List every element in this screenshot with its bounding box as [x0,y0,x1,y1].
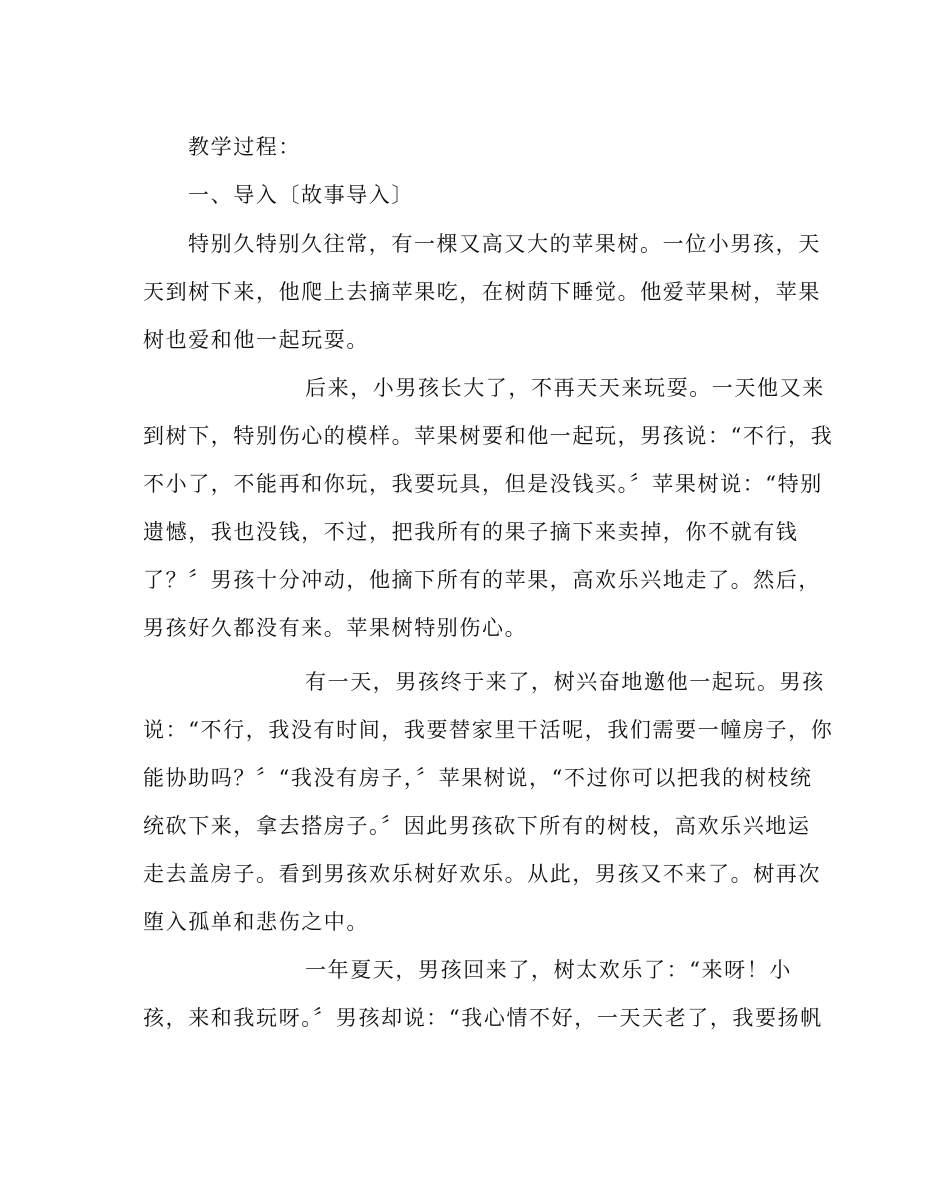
paragraph-line: 统砍下来，拿去搭房子。〞因此男孩砍下所有的树枝，高欢乐兴地运 [143,814,811,838]
paragraph-line: 天到树下来，他爬上去摘苹果吃，在树荫下睡觉。他爱苹果树，苹果 [143,280,821,304]
paragraph-line: 遗憾，我也没钱，不过，把我所有的果子摘下来卖掉，你不就有钱 [143,520,799,544]
paragraph-line: 能协助吗？〞“我没有房子，〞苹果树说，“不过你可以把我的树枝统 [143,766,813,790]
paragraph-line: 说：“不行，我没有时间，我要替家里干活呢，我们需要一幢房子，你 [143,718,834,742]
paragraph-line: 孩，来和我玩呀。〞男孩却说：“我心情不好，一天天老了，我要扬帆 [143,1006,823,1030]
paragraph-line: 有一天，男孩终于来了，树兴奋地邀他一起玩。男孩 [305,670,825,694]
paragraph-line: 特别久特别久往常，有一棵又高又大的苹果树。一位小男孩，天 [188,232,821,256]
paragraph-line: 男孩好久都没有来。苹果树特别伤心。 [143,616,528,640]
paragraph-line: 树也爱和他一起玩耍。 [143,328,369,352]
paragraph-line: 不小了，不能再和你玩，我要玩具，但是没钱买。〞苹果树说：“特别 [143,472,823,496]
section-heading-teaching-process: 教学过程： [188,135,301,159]
paragraph-line: 到树下，特别伤心的模样。苹果树要和他一起玩，男孩说：“不行，我 [143,424,834,448]
section-heading-introduction: 一、导入〔故事导入〕 [188,183,414,207]
paragraph-line: 后来，小男孩长大了，不再天天来玩耍。一天他又来 [305,376,825,400]
paragraph-line: 了？〞男孩十分冲动，他摘下所有的苹果，高欢乐兴地走了。然后， [143,568,821,592]
paragraph-line: 走去盖房子。看到男孩欢乐树好欢乐。从此，男孩又不来了。树再次 [143,862,821,886]
paragraph-line: 一年夏天，男孩回来了，树太欢乐了：“来呀！小 [305,958,792,982]
paragraph-line: 堕入孤单和悲伤之中。 [143,910,369,934]
